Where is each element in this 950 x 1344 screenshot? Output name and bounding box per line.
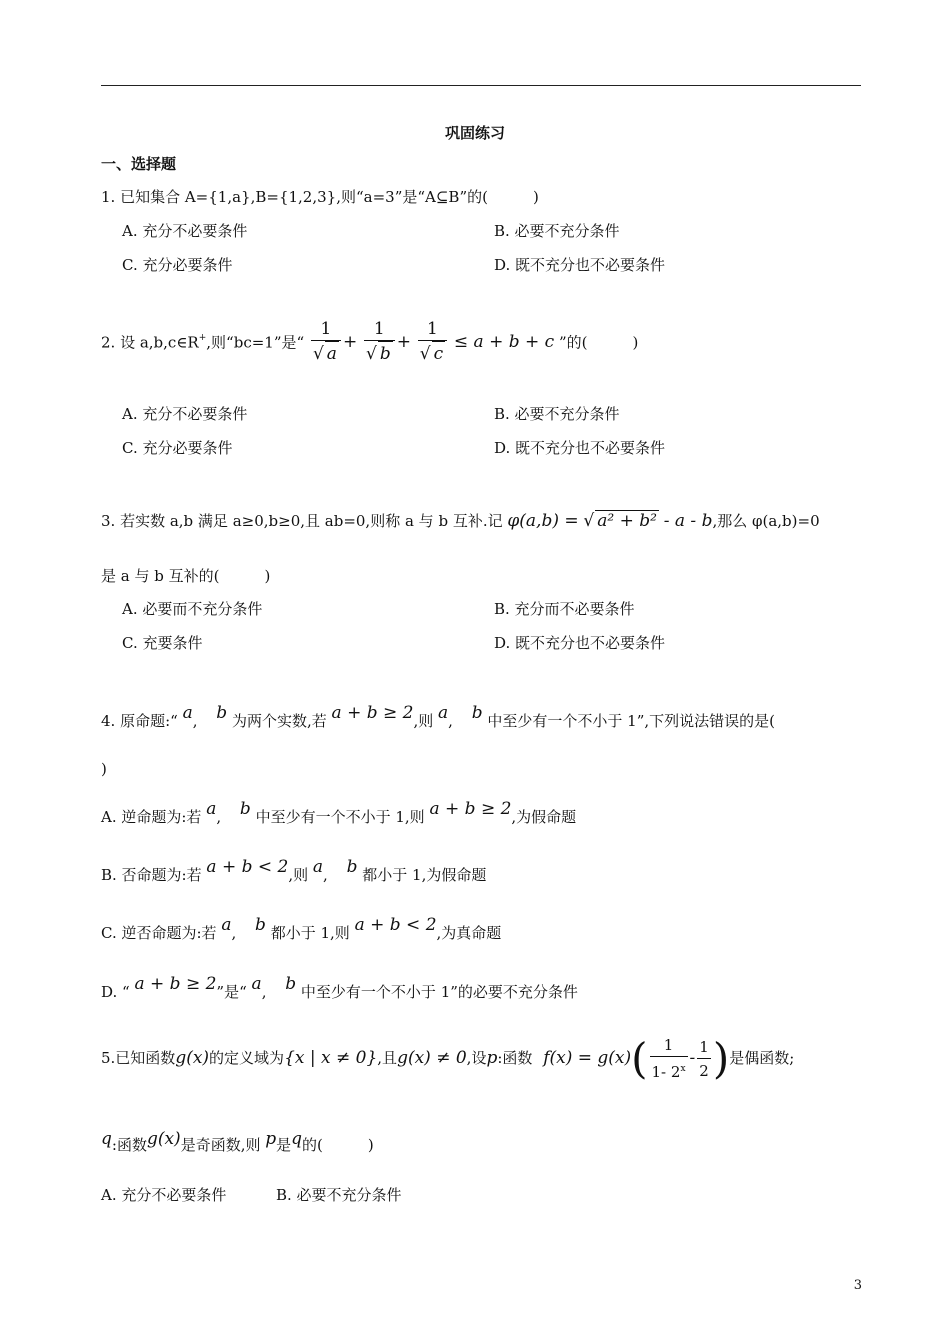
q4-stem: 4. 原命题:“ a, b 为两个实数,若 a + b ≥ 2,则 a, b 中至少有一个不小于 1”,下列说法错误的是(: [101, 703, 776, 730]
q3-stem-line2: 是 a 与 b 互补的( ): [101, 567, 271, 585]
q2-rhs: ≤ a + b + c: [453, 332, 555, 352]
q1-option-a: A. 充分不必要条件: [122, 222, 248, 240]
q4-option-b: B. 否命题为:若 a + b < 2,则 a, b 都小于 1,为假命题: [101, 857, 487, 884]
q3-option-a: A. 必要而不充分条件: [122, 600, 263, 618]
q2-frac-b: $\frac{1}{√ b}$: [364, 318, 395, 366]
q5-stem: 5.已知函数g(x)的定义域为{x | x ≠ 0},且g(x) ≠ 0,设p:函数 f(x) = g(x)( $\frac{1}{1- 2^x}$ - $\frac{1}{2}$ )是偶函数;: [101, 1034, 795, 1083]
q5-option-b: B. 必要不充分条件: [276, 1186, 402, 1204]
q2-option-c: C. 充分必要条件: [122, 439, 233, 457]
q5-option-a: A. 充分不必要条件: [101, 1186, 227, 1204]
q2-text-mid: ,则“bc=1”是“: [206, 333, 305, 352]
q2-stem: 2. 设 a,b,c∈R+,则“bc=1”是“ $\frac{1}{√ a}$ + $\frac{1}{√ b}$ + $\frac{1}{√ c}$ ≤ a + b + c ”的( ): [101, 319, 639, 364]
q2-option-d: D. 既不充分也不必要条件: [494, 439, 666, 457]
q3-option-d: D. 既不充分也不必要条件: [494, 634, 666, 652]
q3-option-c: C. 充要条件: [122, 634, 203, 652]
q5-frac-2: $\frac{1}{2}$: [699, 1037, 709, 1080]
q2-frac-a: $\frac{1}{√ a}$: [311, 318, 341, 366]
q4-stem-line2: ): [101, 760, 107, 778]
q1-option-d: D. 既不充分也不必要条件: [494, 256, 666, 274]
q3-phi: φ(a,b) =: [507, 511, 579, 531]
q3-text-pre: 3. 若实数 a,b 满足 a≥0,b≥0,且 ab=0,则称 a 与 b 互补.记: [101, 512, 503, 530]
q1-stem: 1. 已知集合 A={1,a},B={1,2,3},则“a=3”是“A⊆B”的( ): [101, 188, 539, 206]
q1-option-b: B. 必要不充分条件: [494, 222, 620, 240]
q2-frac-c: $\frac{1}{√ c}$: [418, 318, 447, 366]
section-heading: 一、选择题: [101, 155, 177, 173]
q4-option-c: C. 逆否命题为:若 a, b 都小于 1,则 a + b < 2,为真命题: [101, 915, 502, 942]
q2-option-b: B. 必要不充分条件: [494, 405, 620, 423]
q3-option-b: B. 充分而不必要条件: [494, 600, 635, 618]
q2-text-post: ”的( ): [558, 333, 639, 352]
q3-radicand: a² + b²: [597, 511, 657, 531]
q2-text-pre: 2. 设 a,b,c∈R: [101, 333, 199, 352]
page-number: 3: [853, 1278, 862, 1293]
page-title: 巩固练习: [444, 124, 505, 142]
q3-text-post: ,那么 φ(a,b)=0: [712, 512, 820, 530]
q3-stem: 3. 若实数 a,b 满足 a≥0,b≥0,且 ab=0,则称 a 与 b 互补.记 φ(a,b) = √ a² + b² - a - b,那么 φ(a,b)=0: [101, 511, 820, 531]
q3-tail: - a - b: [663, 511, 713, 531]
q1-option-c: C. 充分必要条件: [122, 256, 233, 274]
q4-option-a: A. 逆命题为:若 a, b 中至少有一个不小于 1,则 a + b ≥ 2,为假命题: [101, 799, 577, 826]
q5-frac-1: $\frac{1}{1- 2^x}$: [651, 1036, 686, 1081]
header-rule: [101, 85, 861, 86]
q2-sup: +: [198, 333, 207, 343]
q5-stem-line2: q:函数g(x)是奇函数,则 p是q的( ): [101, 1129, 374, 1154]
q4-option-d: D. “ a + b ≥ 2”是“ a, b 中至少有一个不小于 1”的必要不充分条件: [101, 974, 578, 1001]
q2-option-a: A. 充分不必要条件: [122, 405, 248, 423]
